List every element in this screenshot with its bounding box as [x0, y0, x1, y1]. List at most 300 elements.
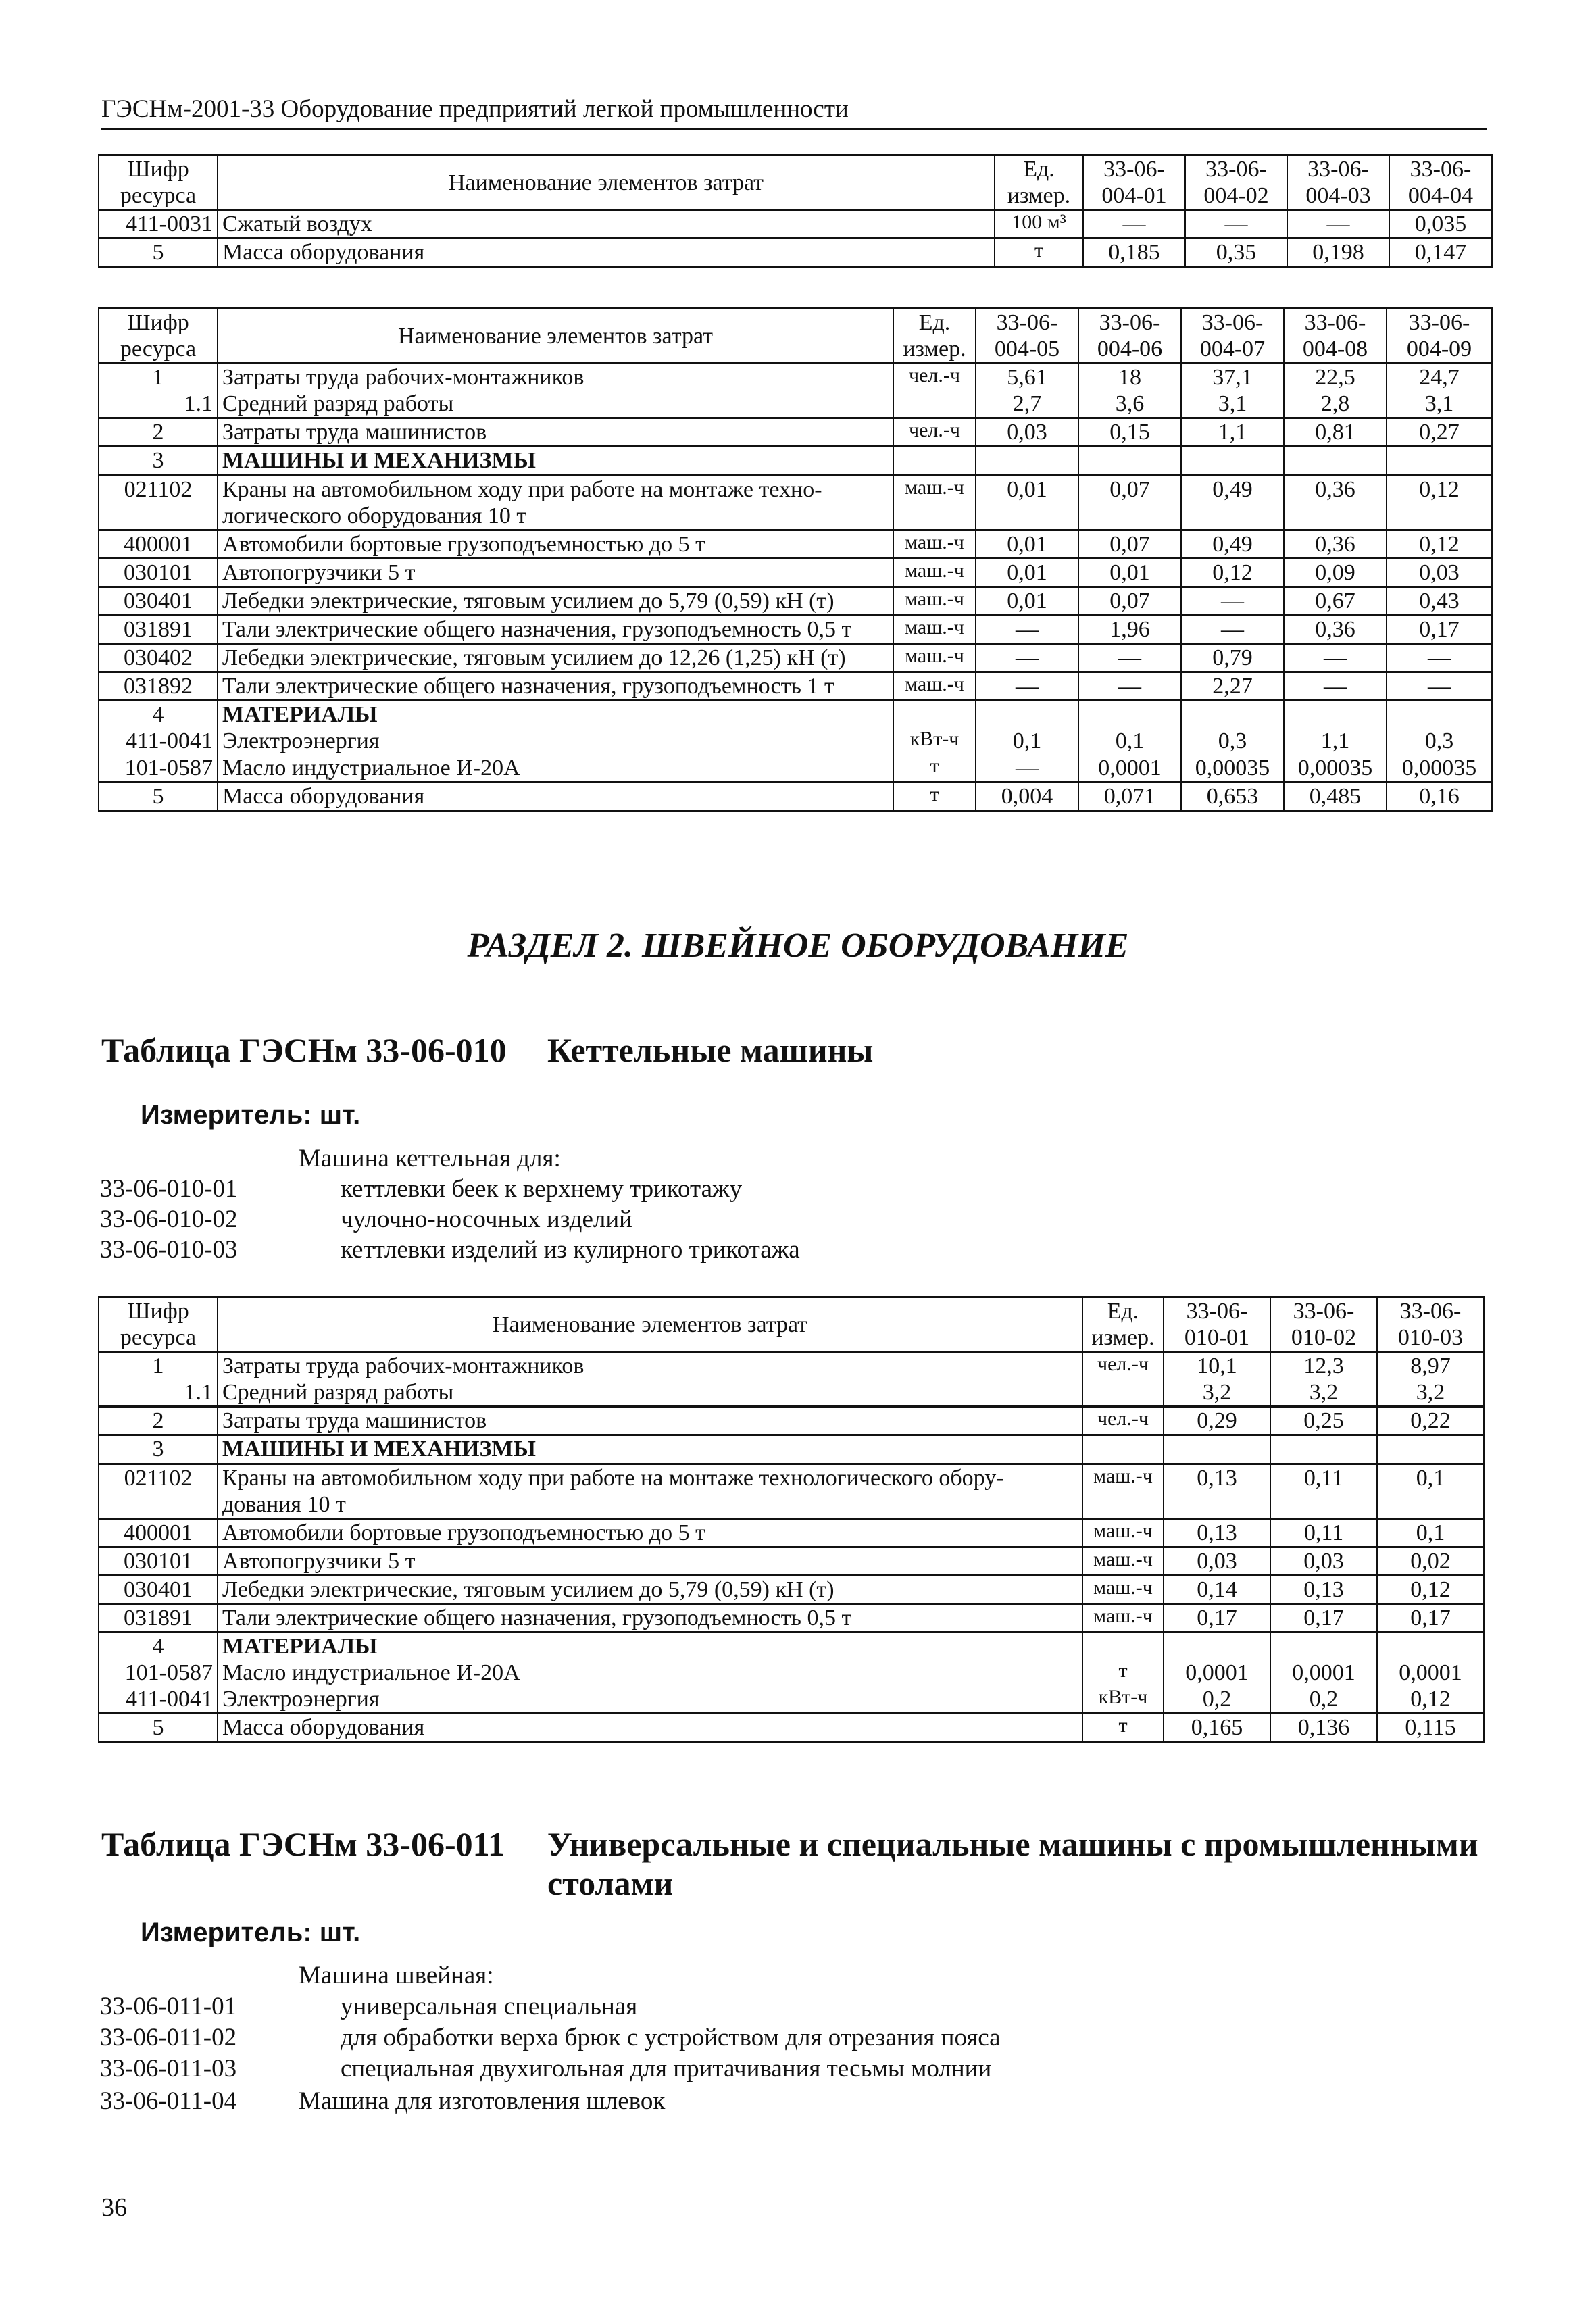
resource-code: 030101 — [99, 1547, 218, 1575]
value-cell: 2,27 — [1181, 672, 1284, 701]
resource-code: 030101 — [99, 558, 218, 587]
col-header-name: Наименование элементов затрат — [218, 1297, 1082, 1352]
value-cell: 3,6 — [1078, 391, 1181, 418]
table-row — [99, 391, 1492, 418]
value-cell: 0,0001 — [1377, 1660, 1484, 1686]
value-cell: 0,03 — [1164, 1547, 1270, 1575]
value-cell — [1387, 447, 1492, 475]
col-header-variant: 33-06-004-01 — [1083, 155, 1185, 210]
value-cell: — — [1181, 587, 1284, 615]
value-cell: 0,29 — [1164, 1407, 1270, 1435]
resource-code: 1 — [99, 1352, 218, 1380]
value-cell: — — [1185, 210, 1287, 239]
value-cell: 3,2 — [1270, 1379, 1377, 1407]
value-cell — [1377, 1435, 1484, 1464]
unit-cell: чел.-ч — [1082, 1352, 1164, 1380]
table-row — [99, 475, 1492, 530]
resource-code: 411-0031 — [99, 210, 218, 239]
table-row — [99, 728, 1492, 754]
unit-cell: чел.-ч — [893, 364, 976, 391]
unit-cell: маш.-ч — [1082, 1464, 1164, 1518]
variant-text: специальная двухигольная для притачивания тесьмы молнии — [341, 2055, 992, 2083]
col-header-variant: 33-06-004-08 — [1284, 309, 1387, 364]
value-cell: 0,12 — [1377, 1575, 1484, 1603]
value-cell: 0,03 — [1270, 1547, 1377, 1575]
unit-cell: маш.-ч — [893, 672, 976, 701]
value-cell: — — [1284, 644, 1387, 672]
value-cell: 5,61 — [976, 364, 1078, 391]
value-cell: 1,96 — [1078, 616, 1181, 644]
value-cell: 3,1 — [1387, 391, 1492, 418]
resource-code: 021102 — [99, 1464, 218, 1518]
value-cell — [1164, 1435, 1270, 1464]
value-cell: 0,653 — [1181, 782, 1284, 810]
value-cell: 0,071 — [1078, 782, 1181, 810]
resource-name: Краны на автомобильном ходу при работе на монтаже технологического обору-дования 10 т — [218, 1464, 1082, 1518]
unit-cell: 100 м³ — [995, 210, 1083, 239]
value-cell — [1181, 701, 1284, 728]
table-row — [99, 239, 1492, 267]
table-row — [99, 1407, 1484, 1435]
variant-line — [100, 2087, 665, 2116]
value-cell: 0,36 — [1284, 530, 1387, 558]
resource-name: Лебедки электрические, тяговым усилием до 5,79 (0,59) кН (т) — [218, 1575, 1082, 1603]
value-cell — [1270, 1633, 1377, 1660]
value-cell: 0,1 — [976, 728, 1078, 754]
value-cell: 1,1 — [1181, 418, 1284, 447]
value-cell: 0,00035 — [1181, 755, 1284, 782]
value-cell: — — [976, 616, 1078, 644]
resource-code: 3 — [99, 1435, 218, 1464]
table-011-meter: Измеритель: шт. — [141, 1918, 361, 1947]
value-cell: 0,1 — [1078, 728, 1181, 754]
resource-code: 5 — [99, 1714, 218, 1742]
resource-name: МАШИНЫ И МЕХАНИЗМЫ — [218, 447, 893, 475]
resource-code: 3 — [99, 447, 218, 475]
value-cell: 24,7 — [1387, 364, 1492, 391]
value-cell — [1164, 1633, 1270, 1660]
variant-text: Машина для изготовления шлевок — [299, 2087, 666, 2115]
value-cell: 0,01 — [976, 475, 1078, 530]
unit-cell: маш.-ч — [893, 530, 976, 558]
value-cell: 0,16 — [1387, 782, 1492, 810]
variant-text: кеттлевки изделий из кулирного трикотажа — [341, 1236, 800, 1264]
value-cell: 1,1 — [1284, 728, 1387, 754]
table-row — [99, 1604, 1484, 1633]
table-row — [99, 1518, 1484, 1547]
value-cell: 0,115 — [1377, 1714, 1484, 1742]
unit-cell: т — [995, 239, 1083, 267]
resource-name: Электроэнергия — [218, 1686, 1082, 1714]
table-row — [99, 447, 1492, 475]
value-cell: 0,004 — [976, 782, 1078, 810]
col-header-variant: 33-06-004-05 — [976, 309, 1078, 364]
value-cell: — — [1387, 644, 1492, 672]
col-header-code: Шифр ресурса — [99, 1297, 218, 1352]
value-cell — [1284, 701, 1387, 728]
value-cell: 0,13 — [1270, 1575, 1377, 1603]
value-cell: 0,22 — [1377, 1407, 1484, 1435]
unit-cell: маш.-ч — [1082, 1518, 1164, 1547]
value-cell: 0,07 — [1078, 587, 1181, 615]
value-cell — [1181, 447, 1284, 475]
table-011-name: Универсальные и специальные машины с промышленными столами — [547, 1825, 1478, 1902]
resource-code: 1 — [99, 364, 218, 391]
value-cell: 0,01 — [976, 530, 1078, 558]
value-cell: 0,11 — [1270, 1518, 1377, 1547]
resource-name: Средний разряд работы — [218, 1379, 1082, 1407]
table-row — [99, 1435, 1484, 1464]
table-row — [99, 701, 1492, 728]
variant-code: 33-06-011-01 — [100, 1993, 237, 2020]
variant-line — [100, 2023, 1001, 2052]
unit-cell — [893, 391, 976, 418]
table-row — [99, 1464, 1484, 1518]
table-row — [99, 1660, 1484, 1686]
value-cell: 0,17 — [1377, 1604, 1484, 1633]
resource-name: Масло индустриальное И-20А — [218, 1660, 1082, 1686]
value-cell: 0,79 — [1181, 644, 1284, 672]
value-cell: — — [1078, 672, 1181, 701]
resource-code: 2 — [99, 1407, 218, 1435]
resource-code: 031891 — [99, 1604, 218, 1633]
value-cell: 2,8 — [1284, 391, 1387, 418]
value-cell: — — [1083, 210, 1185, 239]
table-row — [99, 672, 1492, 701]
value-cell: 0,13 — [1164, 1518, 1270, 1547]
value-cell: 0,1 — [1377, 1518, 1484, 1547]
col-header-variant: 33-06-004-04 — [1389, 155, 1492, 210]
resource-table-010 — [98, 1296, 1485, 1743]
variant-line — [100, 1174, 742, 1203]
resource-code: 400001 — [99, 530, 218, 558]
unit-cell: т — [893, 755, 976, 782]
resource-name: Затраты труда рабочих-монтажников — [218, 1352, 1082, 1380]
value-cell: 0,12 — [1181, 558, 1284, 587]
resource-name: Автомобили бортовые грузоподъемностью до 5 т — [218, 530, 893, 558]
unit-cell: кВт-ч — [893, 728, 976, 754]
section-title: РАЗДЕЛ 2. ШВЕЙНОЕ ОБОРУДОВАНИЕ — [467, 926, 1129, 965]
table-row — [99, 530, 1492, 558]
col-header-unit: Ед. измер. — [995, 155, 1083, 210]
unit-cell: т — [1082, 1714, 1164, 1742]
value-cell: — — [1078, 644, 1181, 672]
unit-cell — [1082, 1435, 1164, 1464]
variant-line — [100, 1992, 637, 2021]
resource-name: Тали электрические общего назначения, грузоподъемность 0,5 т — [218, 1604, 1082, 1633]
table-row — [99, 1686, 1484, 1714]
resource-code: 2 — [99, 418, 218, 447]
unit-cell: чел.-ч — [1082, 1407, 1164, 1435]
col-header-variant: 33-06-004-07 — [1181, 309, 1284, 364]
value-cell: 0,485 — [1284, 782, 1387, 810]
resource-table-004-01-04 — [98, 154, 1493, 268]
resource-name: Масса оборудования — [218, 782, 893, 810]
value-cell: 0,07 — [1078, 530, 1181, 558]
value-cell: 0,0001 — [1270, 1660, 1377, 1686]
resource-name: Краны на автомобильном ходу при работе на монтаже техно-логического оборудования 10 т — [218, 475, 893, 530]
value-cell: 0,12 — [1387, 530, 1492, 558]
unit-cell: маш.-ч — [893, 644, 976, 672]
value-cell: 0,2 — [1270, 1686, 1377, 1714]
value-cell: 37,1 — [1181, 364, 1284, 391]
col-header-variant: 33-06-004-02 — [1185, 155, 1287, 210]
value-cell: — — [1284, 672, 1387, 701]
value-cell: 0,2 — [1164, 1686, 1270, 1714]
unit-cell: маш.-ч — [893, 616, 976, 644]
resource-code: 5 — [99, 239, 218, 267]
table-row — [99, 644, 1492, 672]
unit-cell: маш.-ч — [1082, 1575, 1164, 1603]
value-cell: 0,03 — [1387, 558, 1492, 587]
unit-cell: маш.-ч — [893, 475, 976, 530]
resource-code: 030401 — [99, 1575, 218, 1603]
value-cell — [1078, 701, 1181, 728]
table-row — [99, 1575, 1484, 1603]
col-header-code: Шифр ресурса — [99, 309, 218, 364]
variant-text: кеттлевки беек к верхнему трикотажу — [341, 1175, 743, 1203]
unit-cell: маш.-ч — [893, 558, 976, 587]
value-cell: 0,17 — [1387, 616, 1492, 644]
value-cell: — — [1387, 672, 1492, 701]
resource-table-004-05-09 — [98, 307, 1493, 812]
value-cell: 2,7 — [976, 391, 1078, 418]
resource-code: 5 — [99, 782, 218, 810]
variant-line — [100, 2054, 991, 2083]
value-cell: — — [976, 672, 1078, 701]
resource-code: 030401 — [99, 587, 218, 615]
value-cell — [976, 447, 1078, 475]
col-header-variant: 33-06-010-03 — [1377, 1297, 1484, 1352]
value-cell: 0,01 — [1078, 558, 1181, 587]
value-cell — [976, 701, 1078, 728]
table-row — [99, 1633, 1484, 1660]
unit-cell — [893, 447, 976, 475]
value-cell: 0,11 — [1270, 1464, 1377, 1518]
value-cell: 0,25 — [1270, 1407, 1377, 1435]
value-cell: 0,43 — [1387, 587, 1492, 615]
resource-name: МАТЕРИАЛЫ — [218, 701, 893, 728]
variant-line — [100, 1235, 800, 1264]
table-row — [99, 1352, 1484, 1380]
value-cell: 3,2 — [1164, 1379, 1270, 1407]
value-cell — [1377, 1633, 1484, 1660]
table-row — [99, 616, 1492, 644]
variant-text: чулочно-носочных изделий — [341, 1205, 632, 1233]
unit-cell — [893, 701, 976, 728]
value-cell: 12,3 — [1270, 1352, 1377, 1380]
value-cell: 0,3 — [1181, 728, 1284, 754]
value-cell: 0,198 — [1287, 239, 1389, 267]
value-cell: 0,02 — [1377, 1547, 1484, 1575]
resource-name: Масло индустриальное И-20А — [218, 755, 893, 782]
resource-name: Масса оборудования — [218, 239, 995, 267]
resource-name: Затраты труда машинистов — [218, 418, 893, 447]
resource-name: Автопогрузчики 5 т — [218, 1547, 1082, 1575]
unit-cell — [1082, 1379, 1164, 1407]
unit-cell: маш.-ч — [893, 587, 976, 615]
variant-text: универсальная специальная — [341, 1993, 638, 2020]
resource-code: 1.1 — [99, 1379, 218, 1407]
value-cell: 10,1 — [1164, 1352, 1270, 1380]
table-010-number: Таблица ГЭСНм 33-06-010 — [101, 1031, 507, 1069]
value-cell: 0,01 — [976, 558, 1078, 587]
resource-name: МАШИНЫ И МЕХАНИЗМЫ — [218, 1435, 1082, 1464]
table-row — [99, 587, 1492, 615]
value-cell: 0,35 — [1185, 239, 1287, 267]
resource-name: Масса оборудования — [218, 1714, 1082, 1742]
table-011-title — [101, 1824, 1507, 1903]
value-cell — [1284, 447, 1387, 475]
col-header-code: Шифр ресурса — [99, 155, 218, 210]
value-cell: 0,17 — [1270, 1604, 1377, 1633]
unit-cell: т — [893, 782, 976, 810]
variant-text: для обработки верха брюк с устройством для отрезания пояса — [341, 2024, 1001, 2051]
value-cell: 0,12 — [1387, 475, 1492, 530]
col-header-variant: 33-06-004-09 — [1387, 309, 1492, 364]
resource-code: 031891 — [99, 616, 218, 644]
resource-code: 400001 — [99, 1518, 218, 1547]
value-cell: 0,185 — [1083, 239, 1185, 267]
resource-name: Лебедки электрические, тяговым усилием до 5,79 (0,59) кН (т) — [218, 587, 893, 615]
unit-cell: кВт-ч — [1082, 1686, 1164, 1714]
value-cell: 8,97 — [1377, 1352, 1484, 1380]
value-cell: 0,00035 — [1387, 755, 1492, 782]
variant-code: 33-06-010-03 — [100, 1236, 238, 1264]
value-cell: 0,13 — [1164, 1464, 1270, 1518]
resource-name: Автопогрузчики 5 т — [218, 558, 893, 587]
variant-code: 33-06-010-02 — [100, 1205, 238, 1233]
value-cell: 0,035 — [1389, 210, 1492, 239]
resource-name: Сжатый воздух — [218, 210, 995, 239]
resource-name: МАТЕРИАЛЫ — [218, 1633, 1082, 1660]
value-cell: 18 — [1078, 364, 1181, 391]
variant-code: 33-06-010-01 — [100, 1175, 238, 1203]
resource-code: 411-0041 — [99, 728, 218, 754]
value-cell: 0,15 — [1078, 418, 1181, 447]
table-row — [99, 1714, 1484, 1742]
value-cell — [1387, 701, 1492, 728]
value-cell: 0,17 — [1164, 1604, 1270, 1633]
value-cell: 3,1 — [1181, 391, 1284, 418]
resource-name: Средний разряд работы — [218, 391, 893, 418]
value-cell: 0,00035 — [1284, 755, 1387, 782]
col-header-variant: 33-06-004-06 — [1078, 309, 1181, 364]
value-cell: 0,67 — [1284, 587, 1387, 615]
page-number: 36 — [101, 2193, 127, 2222]
value-cell: 0,09 — [1284, 558, 1387, 587]
value-cell: 0,81 — [1284, 418, 1387, 447]
value-cell: 0,07 — [1078, 475, 1181, 530]
value-cell — [1270, 1435, 1377, 1464]
value-cell: 0,165 — [1164, 1714, 1270, 1742]
value-cell: 0,1 — [1377, 1464, 1484, 1518]
variant-line — [100, 1205, 632, 1234]
resource-code: 031892 — [99, 672, 218, 701]
value-cell: 0,147 — [1389, 239, 1492, 267]
resource-code: 411-0041 — [99, 1686, 218, 1714]
value-cell: — — [1287, 210, 1389, 239]
table-row — [99, 364, 1492, 391]
table-row — [99, 210, 1492, 239]
table-row — [99, 558, 1492, 587]
value-cell: 3,2 — [1377, 1379, 1484, 1407]
value-cell: 0,0001 — [1078, 755, 1181, 782]
col-header-unit: Ед. измер. — [893, 309, 976, 364]
table-010-name: Кеттельные машины — [547, 1031, 874, 1069]
resource-name: Затраты труда рабочих-монтажников — [218, 364, 893, 391]
resource-code: 4 — [99, 701, 218, 728]
resource-code: 101-0587 — [99, 755, 218, 782]
value-cell: 0,3 — [1387, 728, 1492, 754]
col-header-variant: 33-06-010-01 — [1164, 1297, 1270, 1352]
value-cell: 0,12 — [1377, 1686, 1484, 1714]
table-011-number: Таблица ГЭСНм 33-06-011 — [101, 1825, 505, 1863]
value-cell: 0,27 — [1387, 418, 1492, 447]
table-row — [99, 1547, 1484, 1575]
resource-name: Электроэнергия — [218, 728, 893, 754]
table-row — [99, 1379, 1484, 1407]
resource-name: Затраты труда машинистов — [218, 1407, 1082, 1435]
table-010-intro: Машина кеттельная для: — [299, 1145, 561, 1172]
col-header-variant: 33-06-004-03 — [1287, 155, 1389, 210]
resource-code: 021102 — [99, 475, 218, 530]
unit-cell — [1082, 1633, 1164, 1660]
variant-code: 33-06-011-04 — [100, 2087, 237, 2115]
value-cell — [1078, 447, 1181, 475]
value-cell: 22,5 — [1284, 364, 1387, 391]
resource-name: Тали электрические общего назначения, грузоподъемность 0,5 т — [218, 616, 893, 644]
variant-code: 33-06-011-02 — [100, 2024, 237, 2051]
col-header-variant: 33-06-010-02 — [1270, 1297, 1377, 1352]
resource-code: 101-0587 — [99, 1660, 218, 1686]
resource-code: 1.1 — [99, 391, 218, 418]
value-cell: 0,03 — [976, 418, 1078, 447]
value-cell: 0,36 — [1284, 616, 1387, 644]
resource-name: Автомобили бортовые грузоподъемностью до 5 т — [218, 1518, 1082, 1547]
value-cell: — — [976, 755, 1078, 782]
value-cell: 0,01 — [976, 587, 1078, 615]
resource-code: 030402 — [99, 644, 218, 672]
table-010-title — [101, 1030, 1507, 1070]
value-cell: 0,49 — [1181, 475, 1284, 530]
value-cell: 0,14 — [1164, 1575, 1270, 1603]
unit-cell: маш.-ч — [1082, 1547, 1164, 1575]
table-row — [99, 755, 1492, 782]
running-header: ГЭСНм-2001-33 Оборудование предприятий легкой промышленности — [101, 95, 1487, 130]
value-cell: 0,0001 — [1164, 1660, 1270, 1686]
col-header-name: Наименование элементов затрат — [218, 155, 995, 210]
unit-cell: т — [1082, 1660, 1164, 1686]
resource-name: Лебедки электрические, тяговым усилием до 12,26 (1,25) кН (т) — [218, 644, 893, 672]
table-row — [99, 418, 1492, 447]
table-row — [99, 782, 1492, 810]
value-cell: — — [1181, 616, 1284, 644]
col-header-name: Наименование элементов затрат — [218, 309, 893, 364]
resource-code: 4 — [99, 1633, 218, 1660]
table-011-intro: Машина швейная: — [299, 1962, 494, 1989]
table-010-meter: Измеритель: шт. — [141, 1100, 361, 1130]
unit-cell: чел.-ч — [893, 418, 976, 447]
variant-code: 33-06-011-03 — [100, 2055, 237, 2083]
value-cell: — — [976, 644, 1078, 672]
unit-cell: маш.-ч — [1082, 1604, 1164, 1633]
value-cell: 0,36 — [1284, 475, 1387, 530]
resource-name: Тали электрические общего назначения, грузоподъемность 1 т — [218, 672, 893, 701]
col-header-unit: Ед. измер. — [1082, 1297, 1164, 1352]
value-cell: 0,136 — [1270, 1714, 1377, 1742]
value-cell: 0,49 — [1181, 530, 1284, 558]
